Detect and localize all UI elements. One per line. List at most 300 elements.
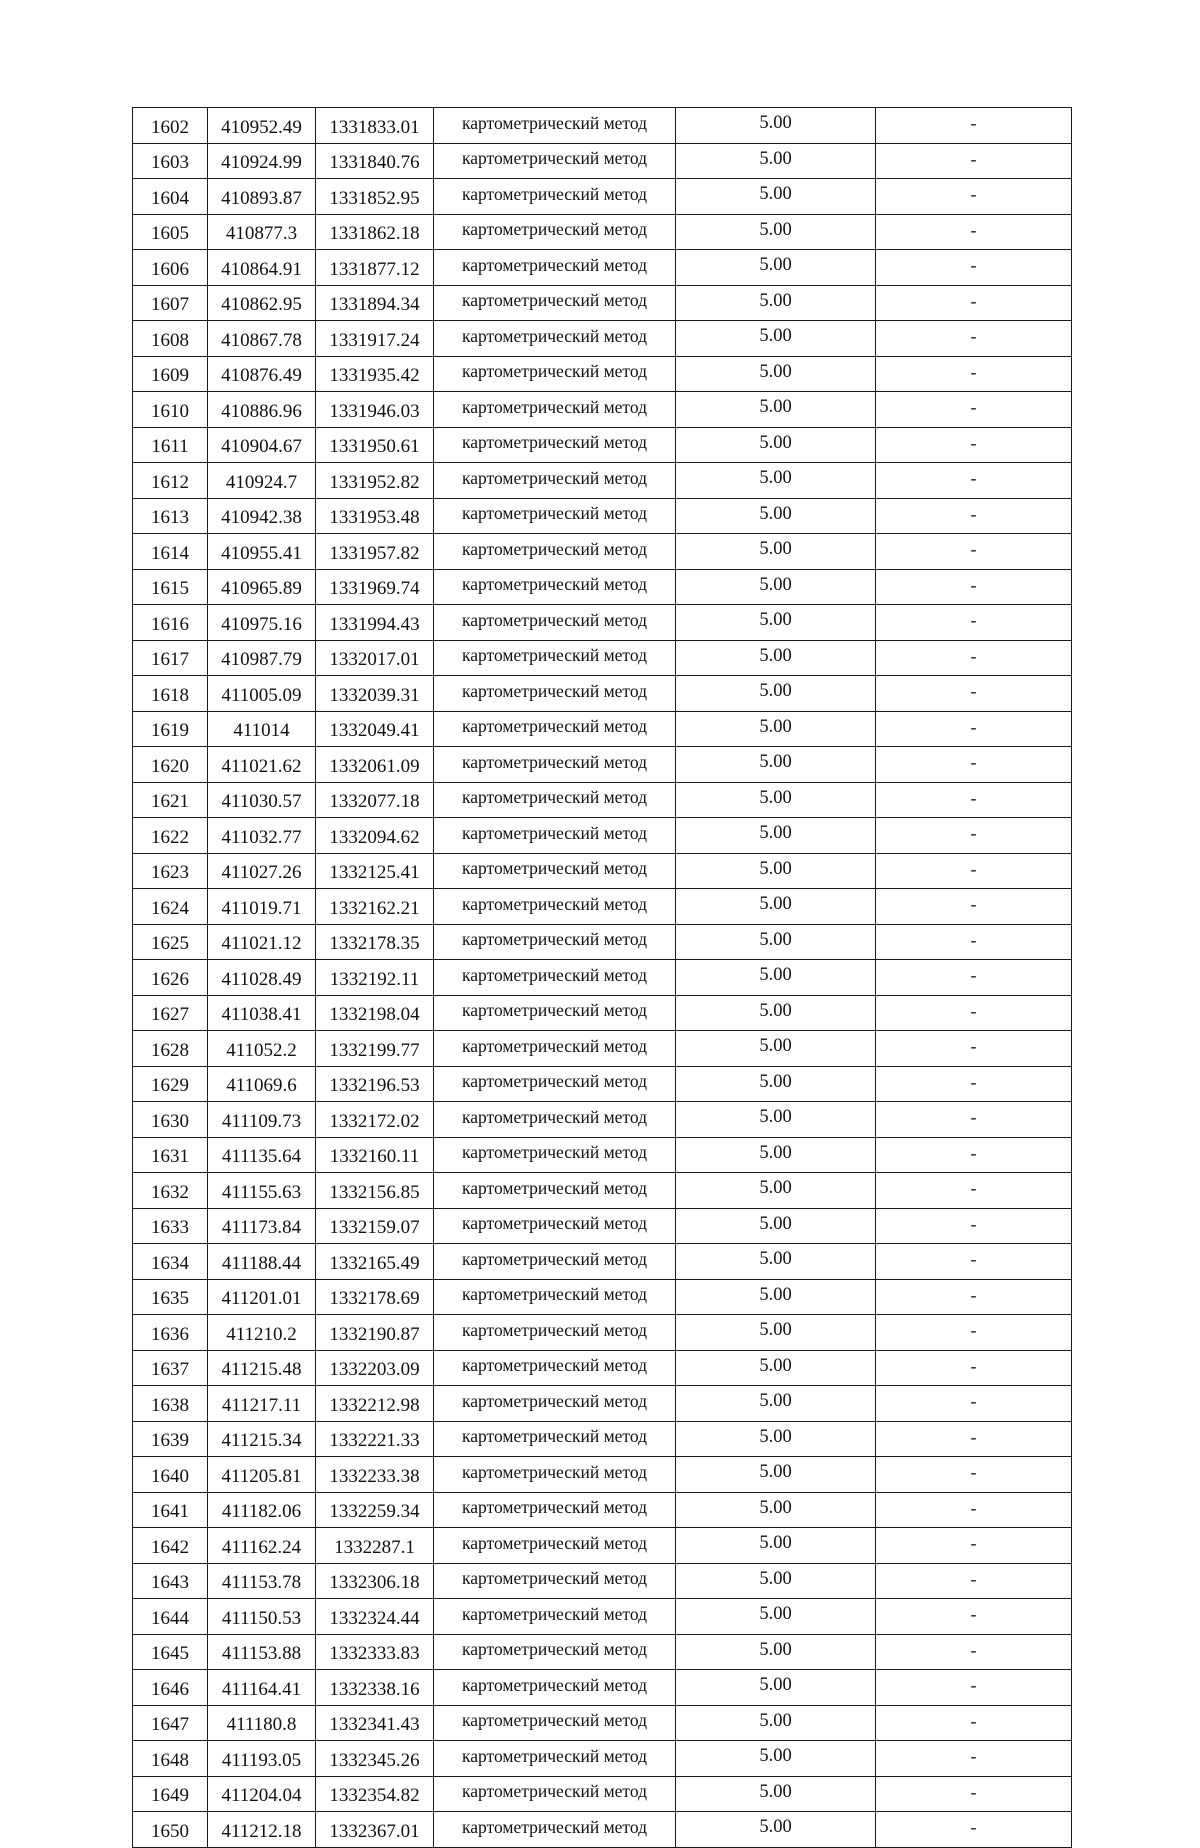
cell-method: картометрический метод (434, 924, 676, 960)
cell-error-value: 5.00 (676, 1670, 876, 1706)
cell-point-number: 1605 (133, 214, 208, 250)
cell-description: - (876, 1528, 1072, 1564)
cell-method: картометрический метод (434, 1102, 676, 1138)
cell-method: картометрический метод (434, 995, 676, 1031)
table-row (133, 605, 1072, 641)
cell-point-number: 1634 (133, 1244, 208, 1280)
cell-x-coordinate: 411188.44 (208, 1244, 316, 1280)
cell-y-coordinate: 1331946.03 (316, 392, 434, 428)
cell-point-number: 1629 (133, 1066, 208, 1102)
cell-method: картометрический метод (434, 1031, 676, 1067)
cell-method: картометрический метод (434, 1599, 676, 1635)
cell-point-number: 1613 (133, 498, 208, 534)
cell-x-coordinate: 411032.77 (208, 818, 316, 854)
cell-point-number: 1637 (133, 1350, 208, 1386)
cell-point-number: 1628 (133, 1031, 208, 1067)
cell-method: картометрический метод (434, 1563, 676, 1599)
cell-method: картометрический метод (434, 392, 676, 428)
table-row (133, 782, 1072, 818)
table-row (133, 214, 1072, 250)
cell-x-coordinate: 410987.79 (208, 640, 316, 676)
table-row (133, 1776, 1072, 1812)
cell-error-value: 5.00 (676, 1208, 876, 1244)
cell-point-number: 1646 (133, 1670, 208, 1706)
cell-description: - (876, 1457, 1072, 1493)
cell-method: картометрический метод (434, 250, 676, 286)
cell-error-value: 5.00 (676, 1457, 876, 1493)
cell-description: - (876, 640, 1072, 676)
cell-error-value: 5.00 (676, 711, 876, 747)
table-row (133, 143, 1072, 179)
cell-x-coordinate: 410862.95 (208, 285, 316, 321)
cell-point-number: 1622 (133, 818, 208, 854)
cell-point-number: 1644 (133, 1599, 208, 1635)
table-row (133, 463, 1072, 499)
cell-y-coordinate: 1332212.98 (316, 1386, 434, 1422)
cell-x-coordinate: 410864.91 (208, 250, 316, 286)
table-row (133, 1812, 1072, 1848)
cell-method: картометрический метод (434, 782, 676, 818)
table-row (133, 1741, 1072, 1777)
table-row (133, 1208, 1072, 1244)
cell-error-value: 5.00 (676, 392, 876, 428)
cell-point-number: 1608 (133, 321, 208, 357)
cell-y-coordinate: 1332159.07 (316, 1208, 434, 1244)
cell-x-coordinate: 411019.71 (208, 889, 316, 925)
table-row (133, 676, 1072, 712)
cell-point-number: 1623 (133, 853, 208, 889)
cell-method: картометрический метод (434, 640, 676, 676)
cell-y-coordinate: 1332233.38 (316, 1457, 434, 1493)
cell-method: картометрический метод (434, 1492, 676, 1528)
cell-method: картометрический метод (434, 285, 676, 321)
cell-x-coordinate: 410877.3 (208, 214, 316, 250)
cell-y-coordinate: 1331935.42 (316, 356, 434, 392)
cell-method: картометрический метод (434, 108, 676, 144)
cell-point-number: 1602 (133, 108, 208, 144)
cell-point-number: 1648 (133, 1741, 208, 1777)
cell-x-coordinate: 411215.48 (208, 1350, 316, 1386)
cell-point-number: 1609 (133, 356, 208, 392)
cell-y-coordinate: 1332049.41 (316, 711, 434, 747)
cell-description: - (876, 1137, 1072, 1173)
table-row (133, 1386, 1072, 1422)
cell-method: картометрический метод (434, 1741, 676, 1777)
cell-description: - (876, 853, 1072, 889)
table-row (133, 1031, 1072, 1067)
cell-point-number: 1614 (133, 534, 208, 570)
cell-error-value: 5.00 (676, 605, 876, 641)
cell-y-coordinate: 1332306.18 (316, 1563, 434, 1599)
table-row (133, 1173, 1072, 1209)
cell-x-coordinate: 411052.2 (208, 1031, 316, 1067)
cell-point-number: 1636 (133, 1315, 208, 1351)
cell-method: картометрический метод (434, 747, 676, 783)
cell-x-coordinate: 411162.24 (208, 1528, 316, 1564)
cell-y-coordinate: 1331994.43 (316, 605, 434, 641)
cell-x-coordinate: 411180.8 (208, 1705, 316, 1741)
cell-y-coordinate: 1332199.77 (316, 1031, 434, 1067)
cell-error-value: 5.00 (676, 1386, 876, 1422)
table-row (133, 498, 1072, 534)
cell-description: - (876, 179, 1072, 215)
table-row (133, 1066, 1072, 1102)
cell-method: картометрический метод (434, 889, 676, 925)
table-row (133, 392, 1072, 428)
cell-error-value: 5.00 (676, 1031, 876, 1067)
cell-error-value: 5.00 (676, 924, 876, 960)
cell-description: - (876, 321, 1072, 357)
cell-error-value: 5.00 (676, 1244, 876, 1280)
cell-method: картометрический метод (434, 1386, 676, 1422)
cell-point-number: 1606 (133, 250, 208, 286)
cell-point-number: 1612 (133, 463, 208, 499)
cell-description: - (876, 285, 1072, 321)
cell-error-value: 5.00 (676, 534, 876, 570)
cell-method: картометрический метод (434, 1776, 676, 1812)
cell-x-coordinate: 411212.18 (208, 1812, 316, 1848)
table-row (133, 1670, 1072, 1706)
cell-error-value: 5.00 (676, 108, 876, 144)
cell-error-value: 5.00 (676, 853, 876, 889)
cell-point-number: 1632 (133, 1173, 208, 1209)
cell-y-coordinate: 1332061.09 (316, 747, 434, 783)
cell-description: - (876, 1066, 1072, 1102)
cell-method: картометрический метод (434, 1421, 676, 1457)
cell-error-value: 5.00 (676, 1173, 876, 1209)
cell-error-value: 5.00 (676, 640, 876, 676)
cell-error-value: 5.00 (676, 889, 876, 925)
coordinates-table (132, 107, 1072, 1848)
table-row (133, 747, 1072, 783)
cell-method: картометрический метод (434, 463, 676, 499)
cell-y-coordinate: 1332162.21 (316, 889, 434, 925)
cell-method: картометрический метод (434, 1173, 676, 1209)
cell-description: - (876, 995, 1072, 1031)
cell-method: картометрический метод (434, 1315, 676, 1351)
cell-method: картометрический метод (434, 1812, 676, 1848)
cell-x-coordinate: 410893.87 (208, 179, 316, 215)
cell-y-coordinate: 1332190.87 (316, 1315, 434, 1351)
cell-x-coordinate: 411021.62 (208, 747, 316, 783)
cell-method: картометрический метод (434, 1066, 676, 1102)
cell-point-number: 1603 (133, 143, 208, 179)
cell-method: картометрический метод (434, 711, 676, 747)
cell-description: - (876, 1705, 1072, 1741)
cell-x-coordinate: 411069.6 (208, 1066, 316, 1102)
cell-description: - (876, 1599, 1072, 1635)
cell-error-value: 5.00 (676, 1812, 876, 1848)
cell-point-number: 1617 (133, 640, 208, 676)
cell-point-number: 1604 (133, 179, 208, 215)
cell-y-coordinate: 1332039.31 (316, 676, 434, 712)
cell-x-coordinate: 410867.78 (208, 321, 316, 357)
table-row (133, 179, 1072, 215)
table-row (133, 427, 1072, 463)
table-row (133, 569, 1072, 605)
table-row (133, 108, 1072, 144)
cell-y-coordinate: 1332221.33 (316, 1421, 434, 1457)
cell-method: картометрический метод (434, 427, 676, 463)
cell-point-number: 1627 (133, 995, 208, 1031)
cell-point-number: 1624 (133, 889, 208, 925)
cell-point-number: 1640 (133, 1457, 208, 1493)
table-row (133, 818, 1072, 854)
cell-method: картометрический метод (434, 676, 676, 712)
cell-y-coordinate: 1332196.53 (316, 1066, 434, 1102)
cell-point-number: 1639 (133, 1421, 208, 1457)
table-row (133, 285, 1072, 321)
cell-error-value: 5.00 (676, 1279, 876, 1315)
cell-description: - (876, 1208, 1072, 1244)
cell-method: картометрический метод (434, 1279, 676, 1315)
cell-x-coordinate: 411215.34 (208, 1421, 316, 1457)
cell-description: - (876, 1386, 1072, 1422)
cell-x-coordinate: 411005.09 (208, 676, 316, 712)
cell-description: - (876, 534, 1072, 570)
table-row (133, 534, 1072, 570)
cell-description: - (876, 463, 1072, 499)
cell-error-value: 5.00 (676, 143, 876, 179)
cell-point-number: 1649 (133, 1776, 208, 1812)
cell-point-number: 1621 (133, 782, 208, 818)
cell-description: - (876, 747, 1072, 783)
cell-description: - (876, 1031, 1072, 1067)
table-row (133, 1457, 1072, 1493)
cell-y-coordinate: 1332178.69 (316, 1279, 434, 1315)
cell-x-coordinate: 411030.57 (208, 782, 316, 818)
cell-point-number: 1615 (133, 569, 208, 605)
cell-error-value: 5.00 (676, 427, 876, 463)
cell-description: - (876, 1634, 1072, 1670)
cell-x-coordinate: 411028.49 (208, 960, 316, 996)
cell-error-value: 5.00 (676, 1350, 876, 1386)
cell-description: - (876, 108, 1072, 144)
cell-point-number: 1630 (133, 1102, 208, 1138)
table-row (133, 924, 1072, 960)
cell-point-number: 1633 (133, 1208, 208, 1244)
cell-error-value: 5.00 (676, 463, 876, 499)
cell-y-coordinate: 1331953.48 (316, 498, 434, 534)
cell-x-coordinate: 411155.63 (208, 1173, 316, 1209)
cell-point-number: 1643 (133, 1563, 208, 1599)
cell-description: - (876, 356, 1072, 392)
cell-method: картометрический метод (434, 534, 676, 570)
cell-error-value: 5.00 (676, 1315, 876, 1351)
cell-error-value: 5.00 (676, 818, 876, 854)
cell-y-coordinate: 1332160.11 (316, 1137, 434, 1173)
coordinates-table-body (133, 108, 1072, 1848)
cell-error-value: 5.00 (676, 1528, 876, 1564)
cell-y-coordinate: 1331833.01 (316, 108, 434, 144)
cell-description: - (876, 1350, 1072, 1386)
cell-error-value: 5.00 (676, 1599, 876, 1635)
cell-y-coordinate: 1332198.04 (316, 995, 434, 1031)
cell-method: картометрический метод (434, 605, 676, 641)
cell-x-coordinate: 411027.26 (208, 853, 316, 889)
cell-method: картометрический метод (434, 1634, 676, 1670)
cell-y-coordinate: 1332259.34 (316, 1492, 434, 1528)
cell-description: - (876, 924, 1072, 960)
cell-y-coordinate: 1332324.44 (316, 1599, 434, 1635)
cell-description: - (876, 214, 1072, 250)
cell-point-number: 1650 (133, 1812, 208, 1848)
cell-description: - (876, 889, 1072, 925)
cell-y-coordinate: 1332094.62 (316, 818, 434, 854)
cell-error-value: 5.00 (676, 1563, 876, 1599)
table-row (133, 1528, 1072, 1564)
table-row (133, 250, 1072, 286)
cell-x-coordinate: 410952.49 (208, 108, 316, 144)
cell-method: картометрический метод (434, 853, 676, 889)
cell-error-value: 5.00 (676, 747, 876, 783)
cell-method: картометрический метод (434, 569, 676, 605)
cell-error-value: 5.00 (676, 1137, 876, 1173)
cell-error-value: 5.00 (676, 285, 876, 321)
cell-error-value: 5.00 (676, 1705, 876, 1741)
cell-method: картометрический метод (434, 498, 676, 534)
cell-point-number: 1642 (133, 1528, 208, 1564)
cell-error-value: 5.00 (676, 569, 876, 605)
cell-x-coordinate: 411210.2 (208, 1315, 316, 1351)
cell-error-value: 5.00 (676, 356, 876, 392)
cell-method: картометрический метод (434, 356, 676, 392)
cell-method: картометрический метод (434, 1208, 676, 1244)
cell-y-coordinate: 1332203.09 (316, 1350, 434, 1386)
table-row (133, 640, 1072, 676)
cell-y-coordinate: 1332354.82 (316, 1776, 434, 1812)
cell-description: - (876, 498, 1072, 534)
cell-description: - (876, 250, 1072, 286)
cell-point-number: 1610 (133, 392, 208, 428)
cell-x-coordinate: 410876.49 (208, 356, 316, 392)
cell-error-value: 5.00 (676, 1741, 876, 1777)
cell-method: картометрический метод (434, 960, 676, 996)
cell-y-coordinate: 1332165.49 (316, 1244, 434, 1280)
cell-point-number: 1641 (133, 1492, 208, 1528)
cell-x-coordinate: 411201.01 (208, 1279, 316, 1315)
cell-error-value: 5.00 (676, 498, 876, 534)
cell-description: - (876, 1244, 1072, 1280)
cell-description: - (876, 1741, 1072, 1777)
cell-y-coordinate: 1331952.82 (316, 463, 434, 499)
table-row (133, 1634, 1072, 1670)
cell-x-coordinate: 410904.67 (208, 427, 316, 463)
cell-point-number: 1645 (133, 1634, 208, 1670)
cell-error-value: 5.00 (676, 995, 876, 1031)
cell-y-coordinate: 1332345.26 (316, 1741, 434, 1777)
cell-error-value: 5.00 (676, 1634, 876, 1670)
cell-error-value: 5.00 (676, 1421, 876, 1457)
cell-description: - (876, 143, 1072, 179)
cell-y-coordinate: 1331852.95 (316, 179, 434, 215)
cell-x-coordinate: 411153.78 (208, 1563, 316, 1599)
cell-description: - (876, 960, 1072, 996)
cell-x-coordinate: 410955.41 (208, 534, 316, 570)
cell-description: - (876, 676, 1072, 712)
cell-x-coordinate: 410924.99 (208, 143, 316, 179)
table-row (133, 321, 1072, 357)
cell-description: - (876, 1563, 1072, 1599)
cell-point-number: 1647 (133, 1705, 208, 1741)
cell-error-value: 5.00 (676, 1776, 876, 1812)
table-row (133, 995, 1072, 1031)
cell-x-coordinate: 411014 (208, 711, 316, 747)
cell-error-value: 5.00 (676, 1066, 876, 1102)
table-row (133, 1563, 1072, 1599)
cell-point-number: 1631 (133, 1137, 208, 1173)
cell-description: - (876, 1315, 1072, 1351)
cell-y-coordinate: 1331894.34 (316, 285, 434, 321)
table-row (133, 889, 1072, 925)
cell-point-number: 1611 (133, 427, 208, 463)
cell-point-number: 1635 (133, 1279, 208, 1315)
cell-x-coordinate: 410965.89 (208, 569, 316, 605)
cell-description: - (876, 1279, 1072, 1315)
cell-y-coordinate: 1332192.11 (316, 960, 434, 996)
cell-y-coordinate: 1332338.16 (316, 1670, 434, 1706)
cell-method: картометрический метод (434, 1350, 676, 1386)
table-row (133, 1350, 1072, 1386)
cell-error-value: 5.00 (676, 321, 876, 357)
cell-x-coordinate: 411164.41 (208, 1670, 316, 1706)
cell-method: картометрический метод (434, 1244, 676, 1280)
table-row (133, 960, 1072, 996)
cell-point-number: 1607 (133, 285, 208, 321)
cell-x-coordinate: 411150.53 (208, 1599, 316, 1635)
cell-error-value: 5.00 (676, 250, 876, 286)
cell-y-coordinate: 1331877.12 (316, 250, 434, 286)
cell-error-value: 5.00 (676, 960, 876, 996)
table-row (133, 1244, 1072, 1280)
cell-method: картометрический метод (434, 179, 676, 215)
table-row (133, 1421, 1072, 1457)
cell-x-coordinate: 411193.05 (208, 1741, 316, 1777)
cell-point-number: 1625 (133, 924, 208, 960)
cell-y-coordinate: 1332341.43 (316, 1705, 434, 1741)
cell-error-value: 5.00 (676, 179, 876, 215)
cell-point-number: 1626 (133, 960, 208, 996)
cell-x-coordinate: 411173.84 (208, 1208, 316, 1244)
cell-description: - (876, 1670, 1072, 1706)
cell-x-coordinate: 411038.41 (208, 995, 316, 1031)
cell-error-value: 5.00 (676, 676, 876, 712)
cell-method: картометрический метод (434, 1457, 676, 1493)
cell-x-coordinate: 411153.88 (208, 1634, 316, 1670)
cell-x-coordinate: 411135.64 (208, 1137, 316, 1173)
table-row (133, 356, 1072, 392)
cell-description: - (876, 1776, 1072, 1812)
cell-y-coordinate: 1332077.18 (316, 782, 434, 818)
cell-description: - (876, 818, 1072, 854)
cell-description: - (876, 569, 1072, 605)
cell-y-coordinate: 1332156.85 (316, 1173, 434, 1209)
cell-point-number: 1620 (133, 747, 208, 783)
table-row (133, 853, 1072, 889)
cell-description: - (876, 1421, 1072, 1457)
cell-x-coordinate: 410975.16 (208, 605, 316, 641)
cell-description: - (876, 1102, 1072, 1138)
cell-method: картометрический метод (434, 1137, 676, 1173)
cell-method: картометрический метод (434, 321, 676, 357)
cell-method: картометрический метод (434, 143, 676, 179)
cell-y-coordinate: 1332017.01 (316, 640, 434, 676)
cell-y-coordinate: 1332287.1 (316, 1528, 434, 1564)
cell-description: - (876, 392, 1072, 428)
cell-y-coordinate: 1332172.02 (316, 1102, 434, 1138)
cell-x-coordinate: 410886.96 (208, 392, 316, 428)
table-row (133, 1315, 1072, 1351)
